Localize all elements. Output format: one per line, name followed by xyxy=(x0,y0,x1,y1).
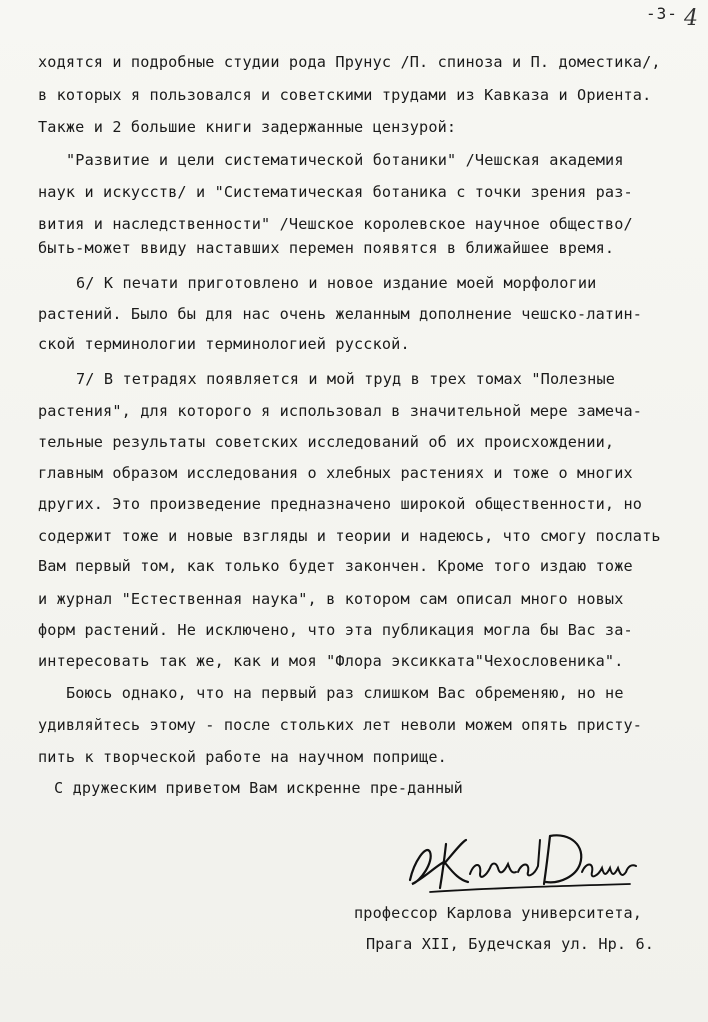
body-line-22: удивляйтесь этому - после стольких лет неволи можем опять присту- xyxy=(38,716,643,734)
body-line-17: Вам первый том, как только будет закончен. Кроме того издаю тоже xyxy=(38,557,633,575)
body-line-23: пить к творческой работе на научном поприще. xyxy=(38,748,447,766)
handwritten-page-mark: 4 xyxy=(684,6,698,31)
body-line-9: растений. Было бы для нас очень желанным дополнение чешско-латин- xyxy=(38,305,643,323)
body-line-4: "Развитие и цели систематической ботаники" /Чешская академия xyxy=(66,151,624,169)
body-line-1: ходятся и подробные студии рода Прунус /П. спиноза и П. доместика/, xyxy=(38,53,661,71)
body-line-8: 6/ К печати приготовлено и новое издание моей морфологии xyxy=(76,274,597,292)
body-line-2: в которых я пользовался и советскими трудами из Кавказа и Ориента. xyxy=(38,86,652,104)
body-line-5: наук и искусств/ и "Систематическая ботаника с точки зрения раз- xyxy=(38,183,633,201)
body-line-21: Боюсь однако, что на первый раз слишком Вас обременяю, но не xyxy=(66,684,624,702)
body-line-16: содержит тоже и новые взгляды и теории и надеюсь, что смогу послать xyxy=(38,527,661,545)
body-line-18: и журнал "Естественная наука", в котором сам описал много новых xyxy=(38,590,624,608)
handwritten-signature xyxy=(400,822,640,898)
body-line-19: форм растений. Не исключено, что эта публикация могла бы Вас за- xyxy=(38,621,633,639)
body-line-3: Также и 2 большие книги задержанные цензурой: xyxy=(38,118,457,136)
signature-scribble xyxy=(400,822,640,898)
body-line-7: быть-может ввиду наставших перемен появятся в ближайшее время. xyxy=(38,239,615,257)
body-line-14: главным образом исследования о хлебных растениях и тоже о многих xyxy=(38,464,633,482)
body-line-11: 7/ В тетрадях появляется и мой труд в трех томах "Полезные xyxy=(76,370,616,388)
body-line-6: вития и наследственности" /Чешское королевское научное общество/ xyxy=(38,215,633,233)
body-line-20: интересовать так же, как и моя "Флора эксикката"Чехословеника". xyxy=(38,652,624,670)
body-line-13: тельные результаты советских исследований об их происхождении, xyxy=(38,433,615,451)
body-line-24: С дружеским приветом Вам искренне пре-данный xyxy=(54,779,463,797)
closing-title-line: профессор Карлова университета, xyxy=(354,904,643,922)
body-line-12: растения", для которого я использовал в значительной мере замеча- xyxy=(38,402,643,420)
body-line-15: других. Это произведение предназначено широкой общественности, но xyxy=(38,495,643,513)
page-number: -3- xyxy=(646,4,678,23)
closing-address-line: Прага XII, Будечская ул. Нр. 6. xyxy=(366,935,655,953)
body-line-10: ской терминологии терминологией русской. xyxy=(38,335,410,353)
